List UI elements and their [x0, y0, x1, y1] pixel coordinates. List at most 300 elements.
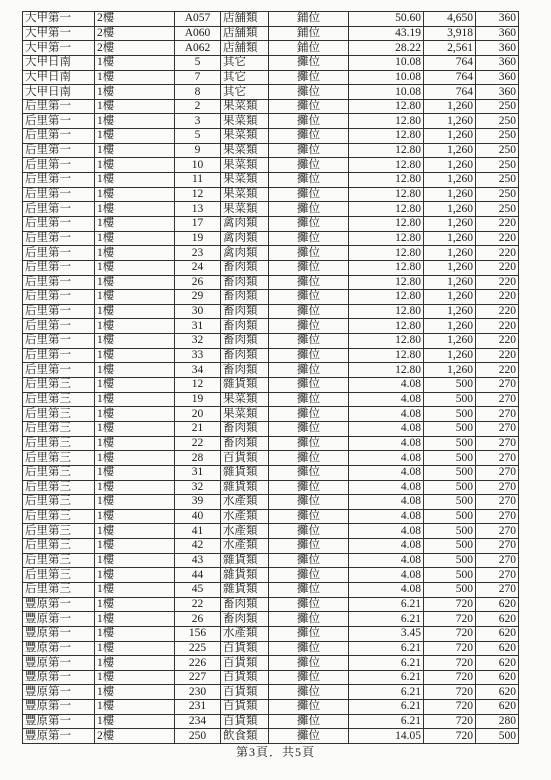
stall-number-cell: 231 — [175, 700, 221, 715]
amount-cell: 620 — [476, 626, 519, 641]
amount-cell: 220 — [476, 290, 519, 305]
category-cell: 水產類 — [221, 539, 269, 554]
market-name-cell: 大甲第一 — [23, 41, 95, 56]
stall-number-cell: 29 — [175, 290, 221, 305]
area-cell: 6.21 — [349, 685, 424, 700]
stall-type-cell: 鋪位 — [269, 12, 349, 27]
stall-type-cell: 攤位 — [269, 70, 349, 85]
floor-cell: 1樓 — [95, 275, 175, 290]
amount-cell: 360 — [476, 41, 519, 56]
category-cell: 百貨類 — [221, 656, 269, 671]
floor-cell: 1樓 — [95, 480, 175, 495]
area-cell: 4.08 — [349, 451, 424, 466]
stall-type-cell: 攤位 — [269, 378, 349, 393]
floor-cell: 1樓 — [95, 304, 175, 319]
stall-number-cell: 230 — [175, 685, 221, 700]
area-cell: 4.08 — [349, 582, 424, 597]
amount-cell: 270 — [476, 524, 519, 539]
fee-cell: 500 — [424, 407, 476, 422]
table-row — [23, 714, 519, 729]
fee-cell: 1,260 — [424, 173, 476, 188]
stall-type-cell: 攤位 — [269, 85, 349, 100]
stall-number-cell: 31 — [175, 465, 221, 480]
amount-cell: 360 — [476, 70, 519, 85]
table-row — [23, 392, 519, 407]
stall-number-cell: 42 — [175, 539, 221, 554]
area-cell: 4.08 — [349, 495, 424, 510]
fee-cell: 500 — [424, 509, 476, 524]
floor-cell: 1樓 — [95, 231, 175, 246]
table-row — [23, 348, 519, 363]
floor-cell: 1樓 — [95, 465, 175, 480]
stall-type-cell: 攤位 — [269, 348, 349, 363]
category-cell: 雜貨類 — [221, 378, 269, 393]
amount-cell: 360 — [476, 85, 519, 100]
floor-cell: 1樓 — [95, 187, 175, 202]
fee-cell: 1,260 — [424, 246, 476, 261]
table-row — [23, 202, 519, 217]
table-row — [23, 41, 519, 56]
floor-cell: 2樓 — [95, 41, 175, 56]
area-cell: 10.08 — [349, 85, 424, 100]
floor-cell: 1樓 — [95, 85, 175, 100]
stall-number-cell: 32 — [175, 480, 221, 495]
stall-number-cell: 26 — [175, 275, 221, 290]
amount-cell: 620 — [476, 685, 519, 700]
floor-cell: 1樓 — [95, 260, 175, 275]
area-cell: 6.21 — [349, 670, 424, 685]
fee-cell: 720 — [424, 670, 476, 685]
amount-cell: 220 — [476, 275, 519, 290]
market-name-cell: 后里第一 — [23, 129, 95, 144]
market-name-cell: 后里第三 — [23, 421, 95, 436]
floor-cell: 1樓 — [95, 319, 175, 334]
area-cell: 12.80 — [349, 114, 424, 129]
stall-number-cell: 10 — [175, 158, 221, 173]
amount-cell: 250 — [476, 129, 519, 144]
stall-type-cell: 攤位 — [269, 729, 349, 744]
stall-number-cell: 44 — [175, 568, 221, 583]
category-cell: 百貨類 — [221, 714, 269, 729]
fee-cell: 500 — [424, 480, 476, 495]
stall-number-cell: 41 — [175, 524, 221, 539]
floor-cell: 1樓 — [95, 55, 175, 70]
stall-number-cell: 5 — [175, 55, 221, 70]
category-cell: 畜肉類 — [221, 334, 269, 349]
market-name-cell: 后里第三 — [23, 539, 95, 554]
market-name-cell: 大甲第一 — [23, 12, 95, 27]
amount-cell: 270 — [476, 582, 519, 597]
amount-cell: 270 — [476, 436, 519, 451]
amount-cell: 220 — [476, 260, 519, 275]
stall-type-cell: 鋪位 — [269, 26, 349, 41]
market-name-cell: 大甲日南 — [23, 55, 95, 70]
amount-cell: 620 — [476, 641, 519, 656]
fee-cell: 1,260 — [424, 99, 476, 114]
fee-cell: 1,260 — [424, 304, 476, 319]
floor-cell: 1樓 — [95, 143, 175, 158]
table-row — [23, 99, 519, 114]
floor-cell: 2樓 — [95, 729, 175, 744]
stall-number-cell: 20 — [175, 407, 221, 422]
stall-number-cell: 22 — [175, 436, 221, 451]
market-name-cell: 后里第三 — [23, 465, 95, 480]
table-row — [23, 685, 519, 700]
stall-number-cell: 33 — [175, 348, 221, 363]
fee-cell: 720 — [424, 641, 476, 656]
amount-cell: 620 — [476, 656, 519, 671]
category-cell: 其它 — [221, 55, 269, 70]
area-cell: 4.08 — [349, 480, 424, 495]
fee-cell: 3,918 — [424, 26, 476, 41]
table-row — [23, 465, 519, 480]
table-row — [23, 524, 519, 539]
amount-cell: 270 — [476, 480, 519, 495]
market-name-cell: 后里第一 — [23, 187, 95, 202]
fee-cell: 500 — [424, 421, 476, 436]
table-row — [23, 55, 519, 70]
area-cell: 12.80 — [349, 202, 424, 217]
area-cell: 12.80 — [349, 275, 424, 290]
area-cell: 12.80 — [349, 260, 424, 275]
stall-type-cell: 攤位 — [269, 202, 349, 217]
stall-number-cell: 19 — [175, 231, 221, 246]
stall-type-cell: 攤位 — [269, 114, 349, 129]
area-cell: 4.08 — [349, 568, 424, 583]
floor-cell: 1樓 — [95, 539, 175, 554]
stall-type-cell: 攤位 — [269, 524, 349, 539]
table-row — [23, 260, 519, 275]
amount-cell: 270 — [476, 378, 519, 393]
category-cell: 禽肉類 — [221, 216, 269, 231]
table-row — [23, 407, 519, 422]
stall-number-cell: A057 — [175, 12, 221, 27]
stall-number-cell: 226 — [175, 656, 221, 671]
stall-number-cell: 31 — [175, 319, 221, 334]
floor-cell: 1樓 — [95, 597, 175, 612]
table-row — [23, 334, 519, 349]
amount-cell: 220 — [476, 334, 519, 349]
market-name-cell: 后里第一 — [23, 216, 95, 231]
market-name-cell: 后里第三 — [23, 451, 95, 466]
stall-number-cell: 227 — [175, 670, 221, 685]
market-name-cell: 后里第三 — [23, 524, 95, 539]
fee-cell: 500 — [424, 582, 476, 597]
area-cell: 6.21 — [349, 597, 424, 612]
stall-number-cell: 156 — [175, 626, 221, 641]
floor-cell: 1樓 — [95, 495, 175, 510]
area-cell: 12.80 — [349, 304, 424, 319]
fee-cell: 500 — [424, 524, 476, 539]
area-cell: 12.80 — [349, 363, 424, 378]
fee-cell: 720 — [424, 714, 476, 729]
market-name-cell: 后里第一 — [23, 275, 95, 290]
category-cell: 雜貨類 — [221, 553, 269, 568]
stall-number-cell: 45 — [175, 582, 221, 597]
table-row — [23, 158, 519, 173]
fee-cell: 1,260 — [424, 275, 476, 290]
fee-cell: 764 — [424, 55, 476, 70]
amount-cell: 270 — [476, 421, 519, 436]
fee-cell: 1,260 — [424, 363, 476, 378]
market-name-cell: 豐原第一 — [23, 641, 95, 656]
area-cell: 12.80 — [349, 187, 424, 202]
category-cell: 百貨類 — [221, 700, 269, 715]
amount-cell: 620 — [476, 597, 519, 612]
fee-cell: 500 — [424, 378, 476, 393]
fee-cell: 500 — [424, 553, 476, 568]
category-cell: 雜貨類 — [221, 465, 269, 480]
table-row — [23, 421, 519, 436]
floor-cell: 1樓 — [95, 670, 175, 685]
area-cell: 4.08 — [349, 378, 424, 393]
amount-cell: 250 — [476, 143, 519, 158]
market-name-cell: 后里第一 — [23, 173, 95, 188]
market-name-cell: 后里第一 — [23, 231, 95, 246]
amount-cell: 270 — [476, 465, 519, 480]
stall-type-cell: 攤位 — [269, 260, 349, 275]
fee-cell: 1,260 — [424, 158, 476, 173]
market-name-cell: 后里第一 — [23, 334, 95, 349]
amount-cell: 250 — [476, 114, 519, 129]
category-cell: 畜肉類 — [221, 319, 269, 334]
stall-type-cell: 攤位 — [269, 539, 349, 554]
category-cell: 果菜類 — [221, 407, 269, 422]
area-cell: 4.08 — [349, 465, 424, 480]
category-cell: 畜肉類 — [221, 304, 269, 319]
stall-type-cell: 攤位 — [269, 509, 349, 524]
stall-type-cell: 攤位 — [269, 568, 349, 583]
area-cell: 12.80 — [349, 216, 424, 231]
table-row — [23, 216, 519, 231]
amount-cell: 250 — [476, 187, 519, 202]
market-name-cell: 后里第三 — [23, 568, 95, 583]
stall-type-cell: 攤位 — [269, 158, 349, 173]
category-cell: 其它 — [221, 70, 269, 85]
stall-type-cell: 攤位 — [269, 55, 349, 70]
stall-number-cell: 250 — [175, 729, 221, 744]
stall-number-cell: 3 — [175, 114, 221, 129]
market-name-cell: 豐原第一 — [23, 729, 95, 744]
fee-cell: 500 — [424, 568, 476, 583]
fee-cell: 720 — [424, 612, 476, 627]
area-cell: 12.80 — [349, 129, 424, 144]
area-cell: 12.80 — [349, 348, 424, 363]
category-cell: 水產類 — [221, 509, 269, 524]
area-cell: 6.21 — [349, 641, 424, 656]
table-row — [23, 363, 519, 378]
amount-cell: 250 — [476, 202, 519, 217]
category-cell: 果菜類 — [221, 187, 269, 202]
category-cell: 飲食類 — [221, 729, 269, 744]
stall-type-cell: 攤位 — [269, 290, 349, 305]
stall-number-cell: 12 — [175, 187, 221, 202]
stall-type-cell: 攤位 — [269, 421, 349, 436]
table-row — [23, 319, 519, 334]
stall-type-cell: 攤位 — [269, 612, 349, 627]
stall-type-cell: 攤位 — [269, 495, 349, 510]
stall-number-cell: 26 — [175, 612, 221, 627]
stall-type-cell: 攤位 — [269, 129, 349, 144]
market-name-cell: 豐原第一 — [23, 656, 95, 671]
stall-number-cell: A060 — [175, 26, 221, 41]
market-name-cell: 后里第一 — [23, 260, 95, 275]
stall-number-cell: 32 — [175, 334, 221, 349]
floor-cell: 1樓 — [95, 612, 175, 627]
fee-cell: 1,260 — [424, 187, 476, 202]
area-cell: 10.08 — [349, 70, 424, 85]
category-cell: 畜肉類 — [221, 348, 269, 363]
market-name-cell: 豐原第一 — [23, 700, 95, 715]
table-row — [23, 451, 519, 466]
category-cell: 雜貨類 — [221, 568, 269, 583]
category-cell: 畜肉類 — [221, 275, 269, 290]
category-cell: 畜肉類 — [221, 597, 269, 612]
stall-number-cell: 23 — [175, 246, 221, 261]
stall-number-cell: 9 — [175, 143, 221, 158]
category-cell: 果菜類 — [221, 129, 269, 144]
category-cell: 雜貨類 — [221, 582, 269, 597]
stall-type-cell: 攤位 — [269, 670, 349, 685]
area-cell: 28.22 — [349, 41, 424, 56]
area-cell: 6.21 — [349, 656, 424, 671]
area-cell: 12.80 — [349, 158, 424, 173]
floor-cell: 1樓 — [95, 202, 175, 217]
stall-type-cell: 攤位 — [269, 700, 349, 715]
floor-cell: 1樓 — [95, 392, 175, 407]
area-cell: 6.21 — [349, 714, 424, 729]
market-name-cell: 后里第一 — [23, 114, 95, 129]
fee-cell: 1,260 — [424, 348, 476, 363]
stall-number-cell: 13 — [175, 202, 221, 217]
fee-cell: 720 — [424, 656, 476, 671]
amount-cell: 270 — [476, 553, 519, 568]
fee-cell: 4,650 — [424, 12, 476, 27]
table-row — [23, 436, 519, 451]
area-cell: 12.80 — [349, 334, 424, 349]
stall-type-cell: 攤位 — [269, 714, 349, 729]
area-cell: 10.08 — [349, 55, 424, 70]
floor-cell: 1樓 — [95, 70, 175, 85]
fee-cell: 500 — [424, 539, 476, 554]
fee-cell: 500 — [424, 392, 476, 407]
category-cell: 果菜類 — [221, 392, 269, 407]
stall-type-cell: 攤位 — [269, 626, 349, 641]
area-cell: 4.08 — [349, 524, 424, 539]
market-name-cell: 后里第一 — [23, 290, 95, 305]
fee-cell: 720 — [424, 729, 476, 744]
table-row — [23, 509, 519, 524]
stall-number-cell: 225 — [175, 641, 221, 656]
market-name-cell: 豐原第一 — [23, 685, 95, 700]
stall-number-cell: 39 — [175, 495, 221, 510]
fee-cell: 720 — [424, 685, 476, 700]
fee-cell: 720 — [424, 597, 476, 612]
amount-cell: 220 — [476, 304, 519, 319]
floor-cell: 1樓 — [95, 173, 175, 188]
area-cell: 12.80 — [349, 173, 424, 188]
table-row — [23, 553, 519, 568]
area-cell: 4.08 — [349, 553, 424, 568]
table-row — [23, 114, 519, 129]
stall-type-cell: 攤位 — [269, 275, 349, 290]
category-cell: 店舖類 — [221, 41, 269, 56]
market-name-cell: 后里第一 — [23, 304, 95, 319]
stall-number-cell: 5 — [175, 129, 221, 144]
floor-cell: 1樓 — [95, 114, 175, 129]
amount-cell: 620 — [476, 700, 519, 715]
amount-cell: 250 — [476, 173, 519, 188]
category-cell: 果菜類 — [221, 114, 269, 129]
table-row — [23, 143, 519, 158]
stall-number-cell: 30 — [175, 304, 221, 319]
floor-cell: 1樓 — [95, 626, 175, 641]
floor-cell: 1樓 — [95, 421, 175, 436]
amount-cell: 220 — [476, 246, 519, 261]
table-row — [23, 275, 519, 290]
floor-cell: 2樓 — [95, 26, 175, 41]
amount-cell: 270 — [476, 451, 519, 466]
market-name-cell: 后里第三 — [23, 480, 95, 495]
market-name-cell: 后里第三 — [23, 378, 95, 393]
area-cell: 4.08 — [349, 392, 424, 407]
category-cell: 畜肉類 — [221, 363, 269, 378]
category-cell: 百貨類 — [221, 641, 269, 656]
category-cell: 畜肉類 — [221, 612, 269, 627]
category-cell: 百貨類 — [221, 670, 269, 685]
floor-cell: 1樓 — [95, 363, 175, 378]
stall-number-cell: 7 — [175, 70, 221, 85]
area-cell: 6.21 — [349, 612, 424, 627]
fee-cell: 1,260 — [424, 114, 476, 129]
floor-cell: 1樓 — [95, 348, 175, 363]
category-cell: 果菜類 — [221, 99, 269, 114]
stall-number-cell: 234 — [175, 714, 221, 729]
category-cell: 畜肉類 — [221, 290, 269, 305]
fee-cell: 500 — [424, 465, 476, 480]
stall-type-cell: 攤位 — [269, 436, 349, 451]
area-cell: 4.08 — [349, 421, 424, 436]
market-name-cell: 后里第一 — [23, 246, 95, 261]
area-cell: 43.19 — [349, 26, 424, 41]
stall-number-cell: 28 — [175, 451, 221, 466]
fee-cell: 1,260 — [424, 216, 476, 231]
market-name-cell: 后里第三 — [23, 407, 95, 422]
table-row — [23, 173, 519, 188]
fee-cell: 1,260 — [424, 202, 476, 217]
table-row — [23, 626, 519, 641]
stall-type-cell: 攤位 — [269, 641, 349, 656]
amount-cell: 220 — [476, 216, 519, 231]
amount-cell: 220 — [476, 231, 519, 246]
fee-cell: 1,260 — [424, 143, 476, 158]
area-cell: 50.60 — [349, 12, 424, 27]
market-name-cell: 大甲第一 — [23, 26, 95, 41]
category-cell: 果菜類 — [221, 202, 269, 217]
market-name-cell: 后里第一 — [23, 348, 95, 363]
category-cell: 店舖類 — [221, 12, 269, 27]
stall-type-cell: 攤位 — [269, 451, 349, 466]
fee-cell: 1,260 — [424, 231, 476, 246]
stall-number-cell: 19 — [175, 392, 221, 407]
stall-type-cell: 攤位 — [269, 407, 349, 422]
stall-type-cell: 攤位 — [269, 143, 349, 158]
floor-cell: 1樓 — [95, 641, 175, 656]
amount-cell: 620 — [476, 670, 519, 685]
table-row — [23, 26, 519, 41]
market-name-cell: 豐原第一 — [23, 597, 95, 612]
market-name-cell: 后里第一 — [23, 319, 95, 334]
